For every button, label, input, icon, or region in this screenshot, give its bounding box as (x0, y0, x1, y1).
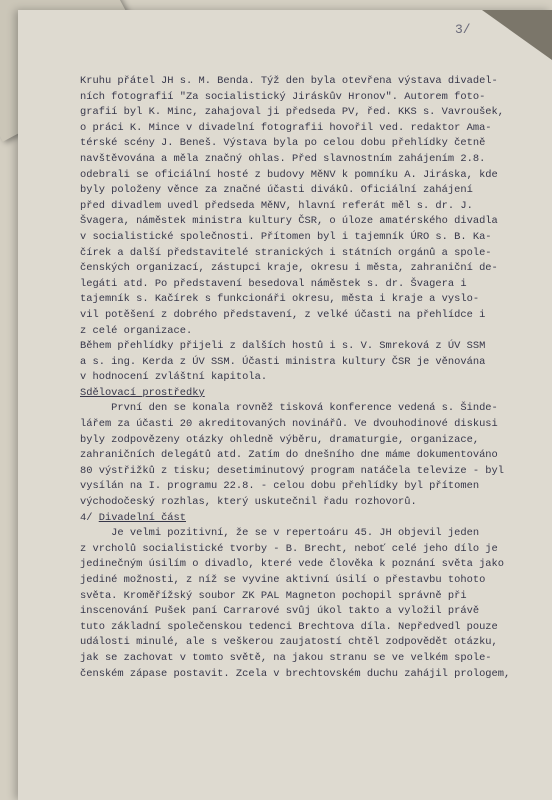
section-heading-text: Divadelní část (98, 511, 187, 524)
document-body (80, 74, 550, 682)
text-line: jedinečným úsilím o divadlo, které vede člověka k poznání světa jako (80, 558, 505, 571)
text-line: události minulé, ale s veškerou zaujatostí chtěl zodpovědět otázku, (80, 636, 498, 649)
paragraph-opening (80, 74, 550, 386)
text-line: inscenování Pušek paní Carrarové svůj úkol takto a vyložil právě (80, 605, 480, 618)
text-line: před divadlem uvedl předseda MěNV, hlavní referát měl s. dr. J. (80, 199, 473, 212)
text-line: a s. ing. Kerda z ÚV SSM. Účasti ministra kultury ČSR je věnována (80, 355, 486, 368)
text-line: byly položeny věnce za značné účasti diváků. Oficiální zahájení (80, 184, 473, 197)
text-line: lářem za účasti 20 akreditovaných novinářů. Ve dvouhodinové diskusi (80, 418, 498, 431)
page-corner (482, 10, 552, 60)
text-line: světa. Kroměřížský soubor ZK PAL Magneton pochopil správně při (80, 589, 467, 602)
text-line: z celé organizace. (80, 324, 193, 337)
text-line: zahraničních delegátů atd. Zatím do dnešního dne máme dokumentováno (80, 449, 498, 462)
text-line: o práci K. Mince v divadelní fotografii hovořil ved. redaktor Ama- (80, 121, 492, 134)
text-line: ních fotografií "Za socialistický Jiráskův Hronov". Autorem foto- (80, 90, 486, 103)
page-number: 3/ (455, 22, 471, 37)
text-line: čenských organizací, zástupci kraje, okresu i města, zahraniční de- (80, 262, 498, 275)
text-line: Švagera, náměstek ministra kultury ČSR, o úloze amatérského divadla (80, 215, 498, 228)
text-line: jediné možnosti, z níž se vyvine aktivní úsilí o přestavbu tohoto (80, 574, 486, 586)
text-line: vil potěšení z dobrého představení, z velké účasti na přehlídce i (80, 308, 486, 321)
text-line: Během přehlídky přijeli z dalších hostů i s. V. Smreková z ÚV SSM (80, 340, 486, 353)
text-line: navštěvována a měla značný ohlas. Před slavnostním zahájením 2.8. (80, 152, 486, 165)
text-line: v hodnocení zvláštní kapitola. (80, 371, 268, 384)
text-line: vysílán na I. programu 22.8. - celou dobu přehlídky byl přítomen (80, 480, 480, 493)
text-line: odebrali se oficiální hosté z budovy MěNV k pomníku A. Jiráska, kde (80, 168, 498, 181)
text-line: 80 výstřižků z tisku; desetiminutový program natáčela televize - byl (80, 464, 505, 477)
text-line: grafií byl K. Minc, zahajoval ji předseda PV, řed. KKS s. Vavroušek, (80, 106, 505, 119)
section-number: 4/ (80, 511, 99, 524)
text-line: v socialistické společnosti. Přítomen byl i tajemník ÚRO s. B. Ka- (80, 230, 492, 243)
text-line: tuto základní společenskou tedenci Brechtova díla. Nepředvedl pouze (80, 620, 498, 633)
text-line: térské scény J. Beneš. Výstava byla po celou dobu přehlídky četně (80, 137, 486, 150)
text-line: Je velmi pozitivní, že se v repertoáru 45. JH objevil jeden (80, 527, 480, 540)
text-line: První den se konala rovněž tisková konference vedená s. Šinde- (80, 402, 498, 415)
text-line: legáti atd. Po představení besedoval náměstek s. dr. Švagera i (80, 277, 467, 290)
section-heading-theatre (80, 511, 550, 527)
text-line: čenském zápase postavit. Zcela v brechtovském duchu zahájil prologem, (80, 667, 511, 680)
text-line: Kruhu přátel JH s. M. Benda. Týž den byla otevřena výstava divadel- (80, 75, 498, 87)
document-page (18, 10, 552, 800)
text-line: východočeský rozhlas, který uskutečnil řadu rozhovorů. (80, 496, 417, 509)
text-line: tajemník s. Kačírek s funkcionáři okresu, města i kraje a vyslo- (80, 293, 480, 306)
text-line: jak se zachovat v tomto světě, na jakou stranu se ve velkém spole- (80, 651, 492, 664)
section-theatre (80, 511, 550, 683)
text-line: z vrcholů socialistické tvorby - B. Brecht, neboť celé jeho dílo je (80, 542, 498, 555)
text-line: byly zodpovězeny otázky ohledně výběru, dramaturgie, organizace, (80, 433, 480, 446)
section-heading-media: Sdělovací prostředky (80, 386, 205, 399)
text-line: čírek a další představitelé stranických i státních orgánů a spole- (80, 246, 492, 259)
section-media (80, 386, 550, 511)
